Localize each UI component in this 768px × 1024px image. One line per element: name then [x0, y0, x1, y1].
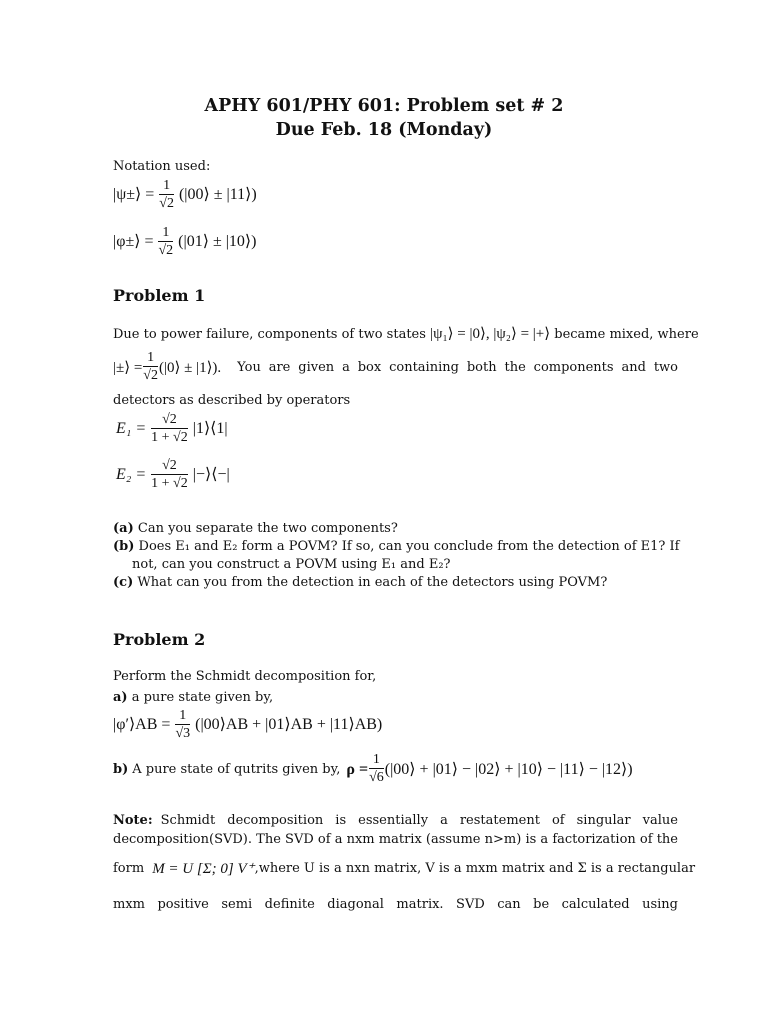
part-b-fraction: [369, 752, 384, 787]
p1-line2-text: You are given a box containing both the components and two: [237, 359, 678, 375]
p1-line2-math-rhs: (|0⟩ ± |1⟩).: [158, 359, 222, 376]
note-line-3-text-b: ,where U is a nxn matrix, V is a mxm matrix and Σ is a rectangular: [254, 861, 696, 876]
part-b-lhs: ρ =: [346, 760, 369, 778]
p1-line1-math: |ψ₁⟩ = |0⟩, |ψ₂⟩ = |+⟩: [430, 326, 551, 342]
part-a-rhs: (|00⟩AB + |01⟩AB + |11⟩AB): [195, 716, 383, 734]
note-line-1-text: Schmidt decomposition is essentially a restatement of singular value: [160, 813, 678, 828]
part-b: [113, 752, 633, 787]
phi-rhs: (|01⟩ ± |10⟩): [178, 233, 257, 251]
e1-lhs: E₁ =: [116, 420, 147, 438]
e1-den: 1 + √2: [151, 430, 188, 445]
e2-lhs: E₂ =: [116, 466, 147, 484]
title-line-1: APHY 601/PHY 601: Problem set # 2: [204, 96, 564, 116]
question-c: [113, 574, 607, 592]
part-b-rhs: (|00⟩ + |01⟩ − |02⟩ + |10⟩ − |11⟩ − |12⟩): [384, 760, 633, 778]
note-line-3-text-a: form: [113, 861, 145, 876]
e1-num: √2: [151, 412, 188, 429]
question-b: [113, 538, 679, 556]
phi-lhs: |φ±⟩ =: [113, 233, 154, 251]
p1-line1-text-a: Due to power failure, components of two states: [113, 327, 426, 342]
part-a-lhs: |φ′⟩AB =: [113, 716, 171, 734]
psi-lhs: |ψ±⟩ =: [113, 186, 155, 204]
part-a-label: a): [113, 690, 128, 705]
problem-2-intro: Perform the Schmidt decomposition for,: [113, 669, 377, 684]
e1-rhs: |1⟩⟨1|: [192, 420, 228, 438]
note-line-1: [113, 812, 678, 830]
p1-line2-fraction: [143, 350, 158, 385]
p1-line2-den: √2: [143, 368, 158, 383]
note-line-3-math: M = U [Σ; 0] V⁺: [152, 861, 255, 877]
p1-line2-num: 1: [143, 350, 158, 367]
title-line-2: Due Feb. 18 (Monday): [275, 120, 493, 140]
problem-2-heading: Problem 2: [113, 630, 206, 649]
question-a-text: Can you separate the two components?: [137, 521, 398, 536]
notation-label: Notation used:: [113, 159, 211, 174]
part-b-num: 1: [369, 752, 384, 769]
psi-den: √2: [159, 196, 174, 211]
psi-rhs: (|00⟩ ± |11⟩): [178, 186, 257, 204]
e2-num: √2: [151, 458, 188, 475]
e2-rhs: |−⟩⟨−|: [192, 466, 230, 484]
note-line-2: decomposition(SVD). The SVD of a nxm matrix (assume n>m) is a factorization of the: [113, 832, 678, 847]
part-a-num: 1: [175, 708, 190, 725]
problem-1-line-3: detectors as described by operators: [113, 393, 351, 408]
e1-fraction: [151, 412, 188, 447]
phi-num: 1: [158, 225, 173, 242]
question-a: [113, 520, 398, 538]
part-a: [113, 689, 273, 707]
part-a-equation: [113, 708, 382, 743]
note-label: Note:: [113, 813, 153, 828]
p1-line1-text-b: became mixed, where: [554, 327, 699, 342]
e2-den: 1 + √2: [151, 476, 188, 491]
part-a-fraction: [175, 708, 190, 743]
problem-1-heading: Problem 1: [113, 286, 206, 305]
question-b-text: Does E₁ and E₂ form a POVM? If so, can you conclude from the detection of E1? If: [138, 539, 680, 554]
e1-equation: [116, 412, 228, 447]
part-b-text: A pure state of qutrits given by,: [132, 761, 341, 777]
phi-equation: [113, 225, 257, 260]
psi-num: 1: [159, 178, 174, 195]
part-a-text: a pure state given by,: [131, 690, 274, 705]
question-c-label: (c): [113, 575, 134, 590]
note-line-4: mxm positive semi definite diagonal matrix. SVD can be calculated using: [113, 897, 678, 912]
question-c-text: What can you from the detection in each of the detectors using POVM?: [137, 575, 608, 590]
problem-1-line-2: [113, 350, 678, 385]
p1-line2-math-lhs: |±⟩ =: [113, 359, 143, 376]
e2-fraction: [151, 458, 188, 493]
part-b-den: √6: [369, 770, 384, 785]
part-a-den: √3: [175, 726, 191, 741]
phi-fraction: [158, 225, 173, 260]
question-b-label: (b): [113, 539, 135, 554]
phi-den: √2: [158, 243, 174, 258]
question-a-label: (a): [113, 521, 134, 536]
note-line-3: [113, 860, 696, 878]
psi-equation: [113, 178, 257, 213]
psi-fraction: [159, 178, 174, 213]
question-b-continued: not, can you construct a POVM using E₁ and E₂?: [132, 557, 451, 572]
e2-equation: [116, 458, 230, 493]
part-b-label: b): [113, 761, 129, 777]
problem-1-line-1: [113, 325, 699, 344]
